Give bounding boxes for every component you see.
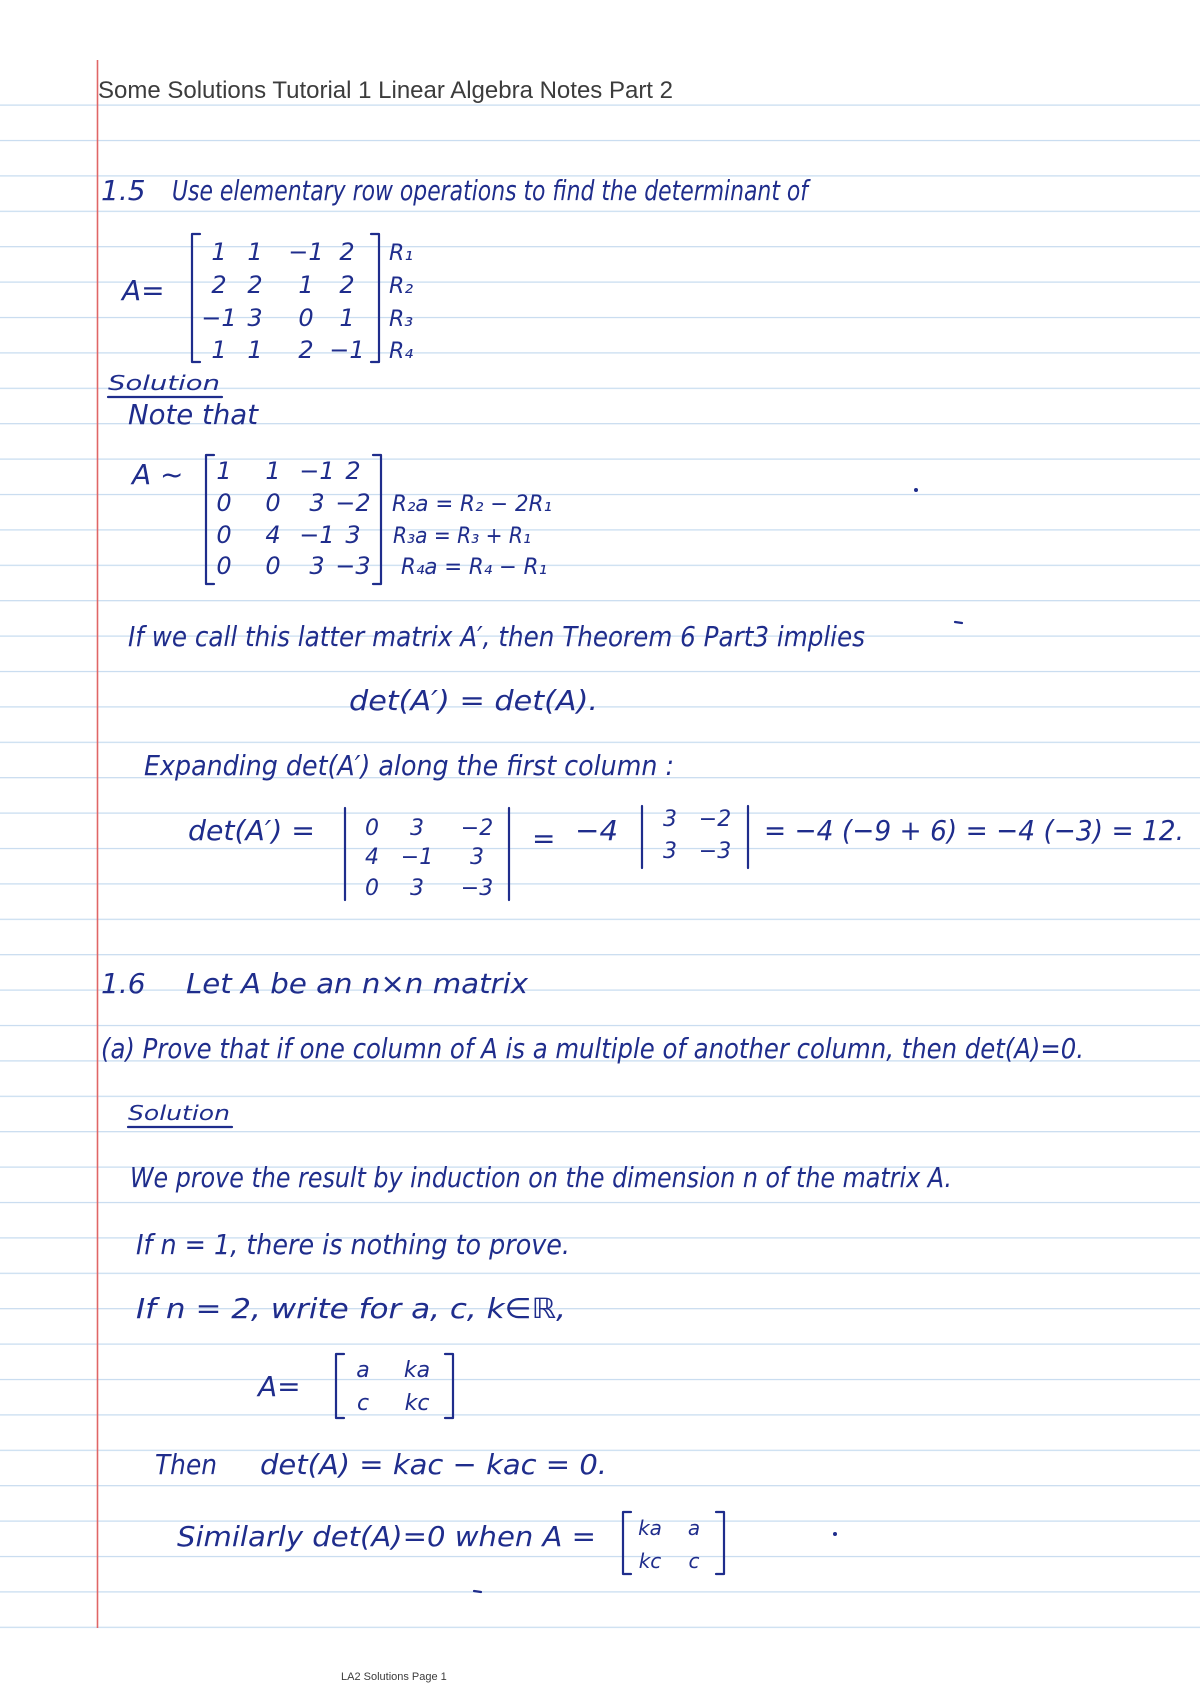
matrix-entry: 3 — [663, 807, 677, 832]
ink-dot — [833, 1532, 837, 1536]
matrix-entry: −1 — [400, 845, 434, 870]
row-operation: R₄a = R₄ − R₁ — [401, 555, 547, 580]
matrix-entry: 2 — [339, 238, 355, 266]
matrix-entry: −2 — [698, 807, 732, 832]
matrix-entry: −3 — [698, 839, 732, 864]
row-label: R₃ — [389, 307, 414, 332]
equals-sign: = — [532, 822, 556, 855]
matrix-entry: 3 — [410, 876, 424, 901]
matrix-entry: 1 — [265, 457, 281, 485]
expanding-line: Expanding det(A′) along the first column : — [144, 749, 674, 782]
matrix-entry: 0 — [265, 552, 281, 580]
determinant-result: = −4 (−9 + 6) = −4 (−3) = 12. — [764, 814, 1184, 847]
part-a-statement: (a) Prove that if one column of A is a multiple of another column, then det(A)=0. — [101, 1032, 1084, 1065]
matrix-entry: 1 — [247, 336, 263, 364]
matrix-entry: 1 — [339, 304, 355, 332]
matrix-entry: 2 — [345, 457, 361, 485]
note-text: Note that — [128, 398, 260, 431]
row-label: R₁ — [389, 241, 414, 266]
matrix-entry: 2 — [247, 271, 263, 299]
solution-heading: Solution — [128, 1101, 230, 1125]
matrix-entry: 1 — [247, 238, 263, 266]
similarly-line: Similarly det(A)=0 when A = — [177, 1520, 596, 1553]
then-word: Then — [155, 1448, 217, 1481]
problem-number: 1.5 — [101, 174, 146, 207]
ink-mark — [955, 622, 962, 623]
matrix-entry: 3 — [309, 552, 325, 580]
problem-number: 1.6 — [101, 967, 146, 1000]
matrix-entry: 3 — [309, 489, 325, 517]
matrix-entry: 0 — [216, 552, 232, 580]
matrix-label: A= — [122, 274, 165, 307]
matrix-entry: 3 — [410, 816, 424, 841]
page-title: Some Solutions Tutorial 1 Linear Algebra Notes Part 2 — [98, 77, 673, 104]
matrix-entry: −1 — [288, 238, 324, 266]
ruled-lines — [0, 104, 1200, 1629]
matrix-entry: c — [688, 1549, 700, 1573]
matrix-entry: −2 — [460, 816, 494, 841]
matrix-entry: −1 — [329, 336, 365, 364]
matrix-entry: 3 — [345, 521, 361, 549]
matrix-entry: 0 — [265, 489, 281, 517]
matrix-entry: −1 — [201, 304, 237, 332]
matrix-entry: 2 — [298, 336, 314, 364]
matrix-entry: a — [687, 1516, 701, 1540]
row-label: R₂ — [389, 274, 414, 299]
matrix-entry: −3 — [460, 876, 494, 901]
row-label: R₄ — [389, 339, 414, 364]
matrix-entry: 1 — [211, 336, 227, 364]
matrix-entry: 4 — [365, 845, 379, 870]
matrix-entry: −1 — [299, 457, 335, 485]
det-calculation: det(A) = kac − kac = 0. — [260, 1448, 607, 1481]
ink-dot — [914, 488, 918, 492]
det-equality: det(A′) = det(A). — [349, 684, 598, 717]
matrix-entry: −1 — [299, 521, 335, 549]
matrix-entry: 1 — [211, 238, 227, 266]
matrix-entry: 3 — [247, 304, 263, 332]
matrix-entry: −3 — [335, 552, 371, 580]
row-operation: R₂a = R₂ − 2R₁ — [392, 492, 552, 517]
matrix-entry: kc — [638, 1549, 662, 1573]
matrix-entry: 0 — [216, 489, 232, 517]
matrix-entry: 2 — [339, 271, 355, 299]
matrix-entry: 3 — [663, 839, 677, 864]
page-footer: LA2 Solutions Page 1 — [341, 1671, 447, 1683]
matrix-label: A= — [258, 1370, 301, 1403]
matrix-entry: 0 — [365, 876, 379, 901]
theorem-line: If we call this latter matrix A′, then Theorem 6 Part3 implies — [128, 620, 865, 653]
matrix-entry: ka — [638, 1516, 662, 1540]
matrix-entry: kc — [404, 1391, 430, 1416]
row-operation: R₃a = R₃ + R₁ — [393, 524, 531, 549]
matrix-entry: 2 — [211, 271, 227, 299]
matrix-entry: 4 — [265, 521, 281, 549]
matrix-entry: 1 — [298, 271, 314, 299]
matrix-entry: 0 — [216, 521, 232, 549]
problem-statement: Let A be an n×n matrix — [186, 967, 529, 1000]
matrix-entry: −2 — [335, 489, 371, 517]
matrix-entry: 1 — [216, 457, 232, 485]
ink-mark — [474, 1591, 481, 1592]
solution-heading: Solution — [108, 371, 220, 395]
induction-line: We prove the result by induction on the dimension n of the matrix A. — [130, 1161, 952, 1194]
problem-statement: Use elementary row operations to find the determinant of — [172, 174, 812, 207]
cofactor-coefficient: −4 — [575, 814, 618, 847]
matrix-entry: ka — [403, 1358, 431, 1383]
case-n1: If n = 1, there is nothing to prove. — [136, 1228, 570, 1261]
equiv-label: A ~ — [132, 458, 184, 491]
matrix-entry: c — [356, 1391, 370, 1416]
det-lhs: det(A′) = — [188, 814, 315, 847]
matrix-entry: 3 — [470, 845, 484, 870]
case-n2: If n = 2, write for a, c, k∈ℝ, — [136, 1292, 566, 1325]
matrix-entry: a — [356, 1358, 370, 1383]
matrix-entry: 0 — [365, 816, 379, 841]
matrix-entry: 0 — [298, 304, 314, 332]
